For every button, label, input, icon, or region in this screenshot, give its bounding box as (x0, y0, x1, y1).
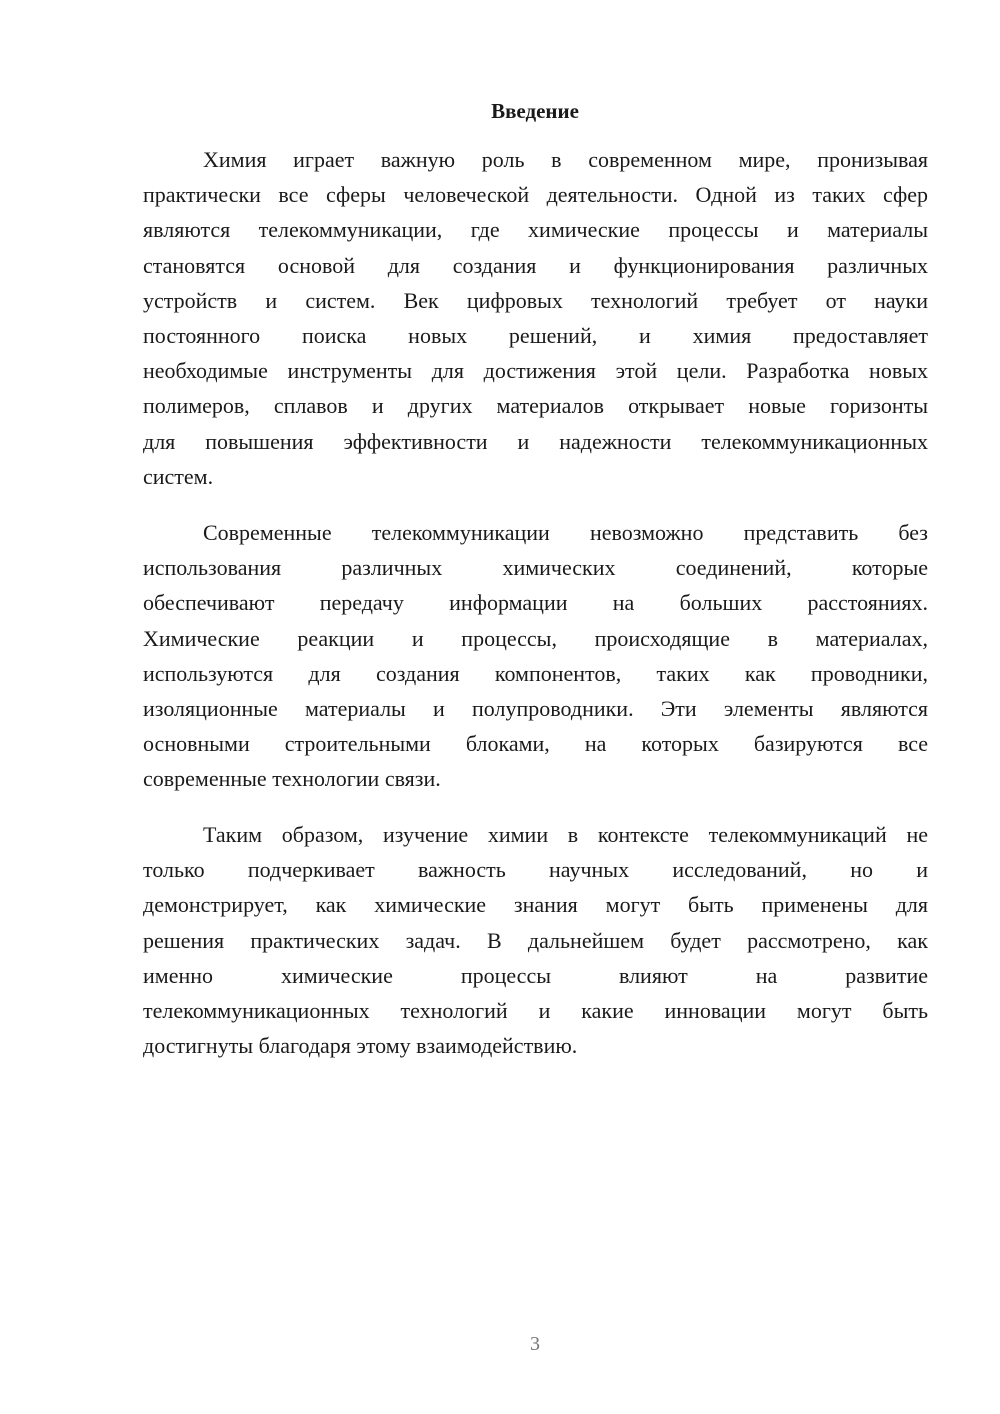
text-line: становятся основой для создания и функционирования различных (143, 252, 928, 278)
text-line: телекоммуникационных технологий и какие инновации могут быть (143, 997, 928, 1023)
paragraph-1 (143, 142, 928, 494)
text-line: обеспечивают передачу информации на больших расстояниях. (143, 590, 928, 616)
text-line: только подчеркивает важность научных исследований, но и (143, 857, 928, 883)
text-line: основными строительными блоками, на которых базируются все (143, 731, 928, 757)
text-line: постоянного поиска новых решений, и химия предоставляет (143, 322, 928, 348)
text-line: использования различных химических соединений, которые (143, 555, 928, 581)
text-line: Химические реакции и процессы, происходящие в материалах, (143, 625, 928, 651)
text-line: Современные телекоммуникации невозможно представить без (203, 520, 928, 545)
paragraph-2 (143, 515, 928, 797)
text-line: Химия играет важную роль в современном мире, пронизывая (203, 147, 928, 172)
text-line: являются телекоммуникации, где химические процессы и материалы (143, 217, 928, 243)
text-line: решения практических задач. В дальнейшем будет рассмотрено, как (143, 927, 928, 953)
text-line: именно химические процессы влияют на развитие (143, 962, 928, 988)
text-line: демонстрирует, как химические знания могут быть применены для (143, 892, 928, 918)
text-line: достигнуты благодаря этому взаимодействию. (143, 1033, 578, 1059)
text-line: необходимые инструменты для достижения этой цели. Разработка новых (143, 358, 928, 384)
text-line: используются для создания компонентов, таких как проводники, (143, 660, 928, 686)
paragraph-3 (143, 817, 928, 1063)
section-title: Введение (491, 99, 579, 123)
text-line: Таким образом, изучение химии в контексте телекоммуникаций не (203, 822, 928, 847)
text-line: систем. (143, 463, 214, 489)
page-number: 3 (530, 1333, 540, 1355)
text-line: современные технологии связи. (143, 766, 441, 792)
text-line: практически все сферы человеческой деятельности. Одной из таких сфер (143, 182, 928, 208)
text-line: устройств и систем. Век цифровых технологий требует от науки (143, 287, 928, 313)
text-line: для повышения эффективности и надежности телекоммуникационных (143, 428, 928, 454)
text-line: изоляционные материалы и полупроводники. Эти элементы являются (143, 695, 928, 721)
text-line: полимеров, сплавов и других материалов открывает новые горизонты (143, 393, 928, 419)
